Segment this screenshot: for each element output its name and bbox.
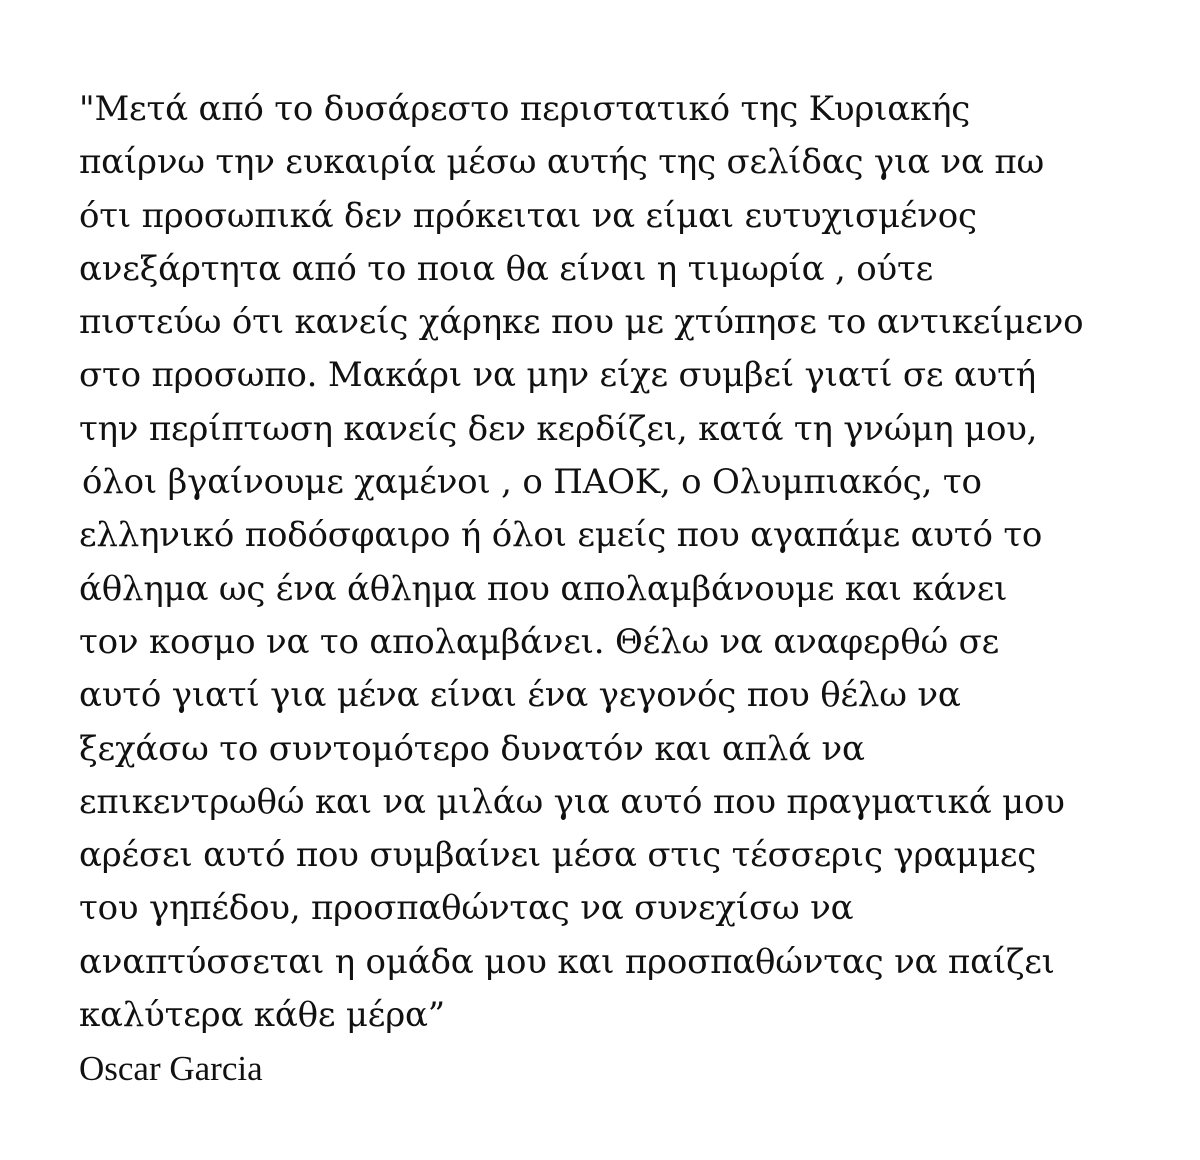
statement-text bbox=[79, 83, 1189, 1096]
statement-line-17: αναπτύσσεται η ομάδα μου και προσπαθώντας να παίζει bbox=[79, 941, 1055, 982]
statement-line-1: "Μετά από το δυσάρεστο περιστατικό της Κυριακής bbox=[79, 89, 971, 129]
statement-line-6: στο προσωπο. Μακάρι να μην είχε συμβεί γιατί σε αυτή bbox=[79, 355, 1036, 396]
statement-line-13: ξεχάσω το συντομότερο δυνατόν και απλά να bbox=[79, 728, 865, 769]
statement-line-3: ότι προσωπικά δεν πρόκειται να είμαι ευτυχισμένος bbox=[79, 195, 977, 236]
statement-line-7: την περίπτωση κανείς δεν κερδίζει, κατά τη γνώμη μου, bbox=[79, 408, 1038, 449]
statement-line-8: όλοι βγαίνουμε χαμένοι , ο ΠΑΟΚ, ο Ολυμπιακός, το bbox=[82, 462, 982, 503]
statement-line-10: άθλημα ως ένα άθλημα που απολαμβάνουμε και κάνει bbox=[79, 568, 1008, 609]
statement-line-2: παίρνω την ευκαιρία μέσω αυτής της σελίδας για να πω bbox=[79, 142, 1045, 183]
signature: Oscar Garcia bbox=[79, 1049, 263, 1089]
statement-line-15: αρέσει αυτό που συμβαίνει μέσα στις τέσσερις γραμμες bbox=[79, 835, 1037, 876]
statement-line-9: ελληνικό ποδόσφαιρο ή όλοι εμείς που αγαπάμε αυτό το bbox=[79, 515, 1043, 556]
statement-line-14: επικεντρωθώ και να μιλάω για αυτό που πραγματικά μου bbox=[79, 781, 1065, 822]
statement-line-11: τον κοσμο να το απολαμβάνει. Θέλω να αναφερθώ σε bbox=[79, 621, 1000, 662]
statement-line-4: ανεξάρτητα από το ποια θα είναι η τιμωρία , ούτε bbox=[79, 248, 934, 289]
statement-line-16: του γηπέδου, προσπαθώντας να συνεχίσω να bbox=[79, 888, 854, 929]
statement-line-18: καλύτερα κάθε μέρα” bbox=[79, 995, 445, 1036]
statement-line-12: αυτό γιατί για μένα είναι ένα γεγονός που θέλω να bbox=[79, 675, 961, 716]
statement-line-5: πιστεύω ότι κανείς χάρηκε που με χτύπησε το αντικείμενο bbox=[79, 302, 1084, 343]
